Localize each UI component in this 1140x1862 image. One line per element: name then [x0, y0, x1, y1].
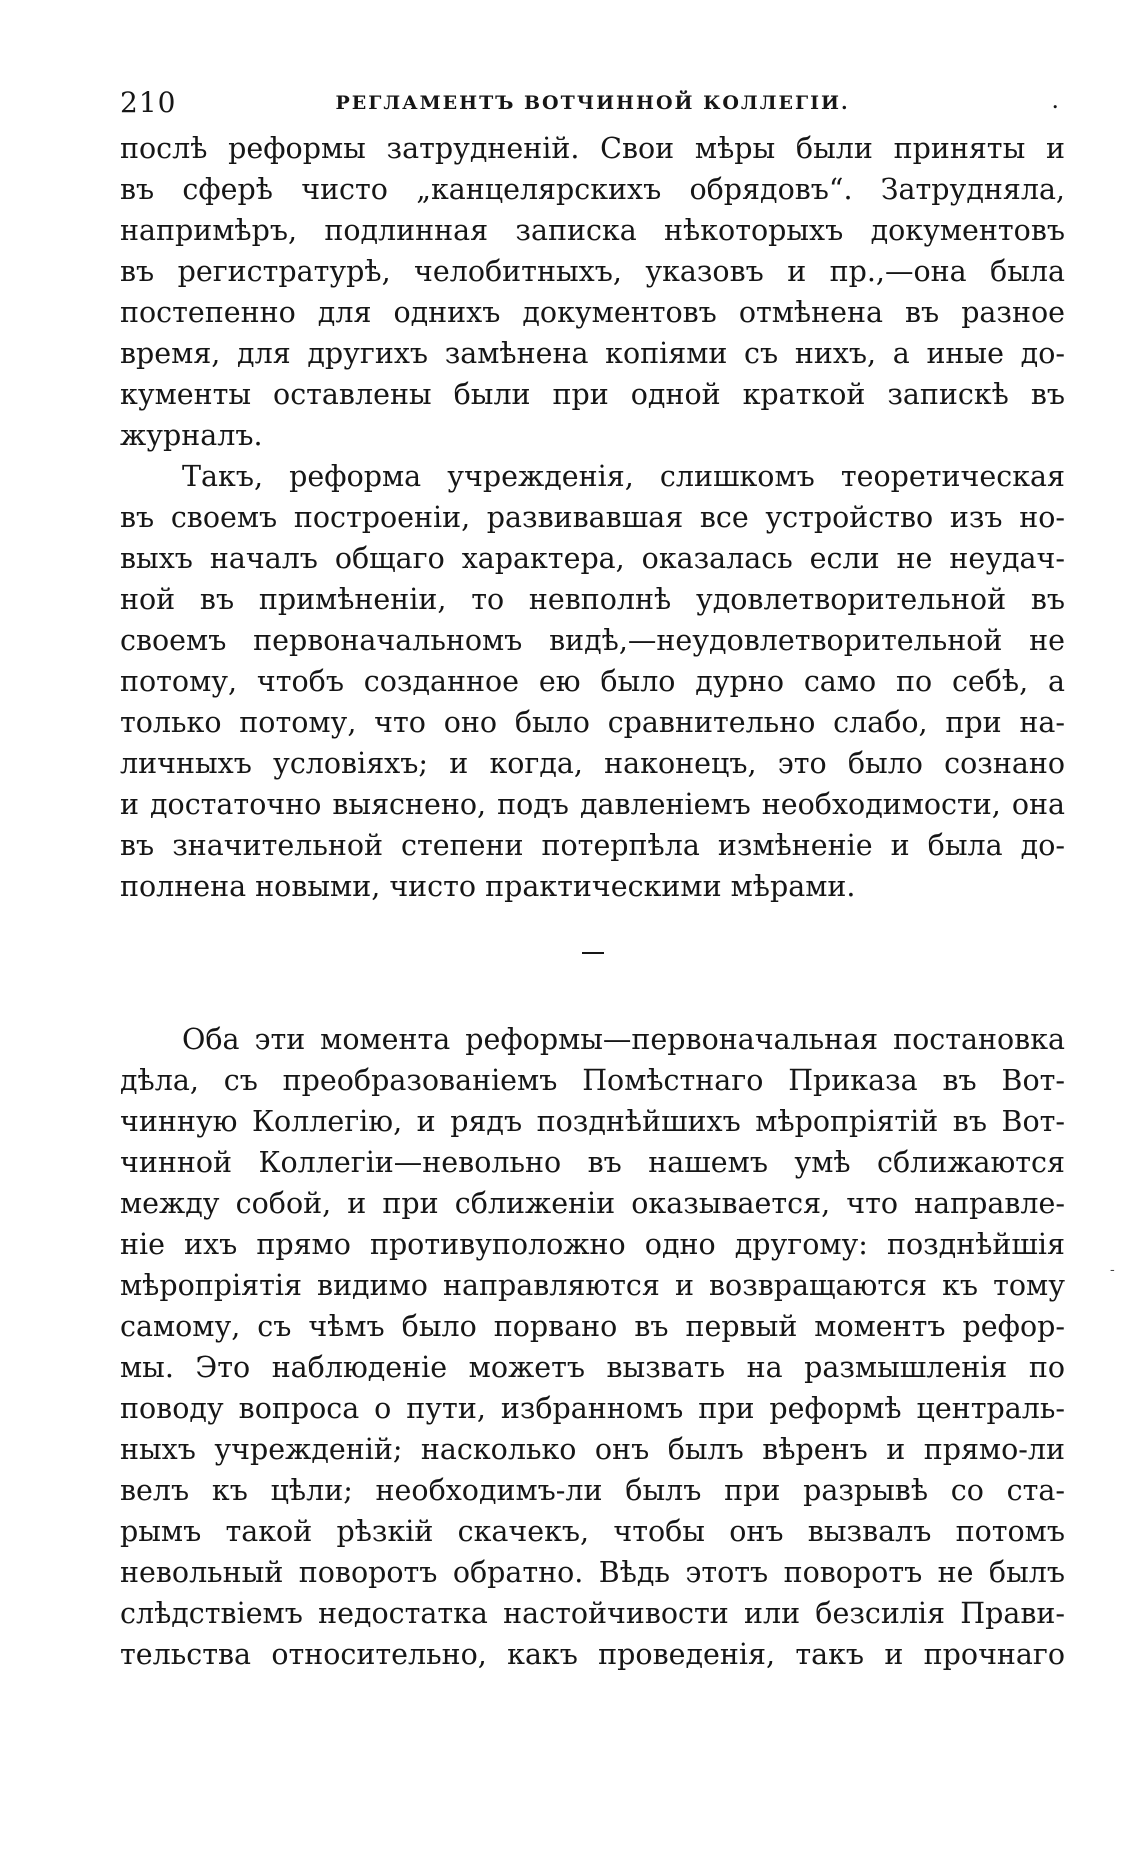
paragraph-1 — [120, 128, 1065, 456]
text-line: личныхъ условіяхъ; и когда, наконецъ, это было сознано — [120, 747, 1065, 780]
text-line: Такъ, реформа учрежденія, слишкомъ теоретическая — [182, 460, 1065, 493]
running-head — [120, 78, 1065, 128]
text-line: Оба эти момента реформы—первоначальная постановка — [182, 1023, 1065, 1056]
text-line: мѣропріятія видимо направляются и возвращаются къ тому — [120, 1269, 1065, 1302]
running-title: РЕГЛАМЕНТЪ ВОТЧИННОЙ КОЛЛЕГІИ. — [335, 92, 850, 114]
section-separator — [582, 952, 604, 954]
text-line: чинной Коллегіи—невольно въ нашемъ умѣ сближаются — [120, 1146, 1065, 1179]
text-line: въ сферѣ чисто „канцелярскихъ обрядовъ“. Затрудняла, — [120, 173, 1065, 206]
text-line: только потому, что оно было сравнительно слабо, при на- — [120, 706, 1065, 739]
text-line: ніе ихъ прямо противуположно одно другому: позднѣйшія — [120, 1228, 1065, 1261]
text-line: потому, чтобъ созданное ею было дурно само по себѣ, а — [120, 665, 1065, 698]
text-line: напримѣръ, подлинная записка нѣкоторыхъ документовъ — [120, 214, 1065, 247]
book-page — [120, 78, 1065, 1675]
text-line: и достаточно выяснено, подъ давленіемъ необходимости, она — [120, 788, 1065, 821]
paragraph-3 — [120, 1019, 1065, 1675]
text-line: поводу вопроса о пути, избранномъ при реформѣ централь- — [120, 1392, 1065, 1425]
text-line: кументы оставлены были при одной краткой запискѣ въ — [120, 378, 1065, 411]
margin-mark: - — [1110, 1262, 1115, 1278]
text-line: рымъ такой рѣзкій скачекъ, чтобы онъ вызвалъ потомъ — [120, 1515, 1065, 1548]
text-line: велъ къ цѣли; необходимъ-ли былъ при разрывѣ со ста- — [120, 1474, 1065, 1507]
text-line: послѣ реформы затрудненій. Свои мѣры были приняты и — [120, 132, 1065, 165]
running-head-dot: . — [1051, 86, 1059, 114]
text-line: самому, съ чѣмъ было порвано въ первый моментъ рефор- — [120, 1310, 1065, 1343]
text-line: невольный поворотъ обратно. Вѣдь этотъ поворотъ не былъ — [120, 1556, 1065, 1589]
text-line: полнена новыми, чисто практическими мѣрами. — [120, 870, 856, 903]
text-line: постепенно для однихъ документовъ отмѣнена въ разное — [120, 296, 1065, 329]
text-line: между собой, и при сближеніи оказывается, что направле- — [120, 1187, 1065, 1220]
text-line: въ регистратурѣ, челобитныхъ, указовъ и пр.,—она была — [120, 255, 1065, 288]
text-line: дѣла, съ преобразованіемъ Помѣстнаго Приказа въ Вот- — [120, 1064, 1065, 1097]
text-line: чинную Коллегію, и рядъ позднѣйшихъ мѣропріятій въ Вот- — [120, 1105, 1065, 1138]
text-line: слѣдствіемъ недостатка настойчивости или безсилія Прави- — [120, 1597, 1065, 1630]
text-line: время, для другихъ замѣнена копіями съ нихъ, а иные до- — [120, 337, 1065, 370]
text-line: выхъ началъ общаго характера, оказалась если не неудач- — [120, 542, 1065, 575]
text-line: ныхъ учрежденій; насколько онъ былъ вѣренъ и прямо-ли — [120, 1433, 1065, 1466]
page-number: 210 — [120, 86, 177, 119]
paragraph-2 — [120, 456, 1065, 907]
text-line: въ своемъ построеніи, развивавшая все устройство изъ но- — [120, 501, 1065, 534]
text-line: въ значительной степени потерпѣла измѣненіе и была до- — [120, 829, 1065, 862]
text-line: журналъ. — [120, 419, 263, 452]
text-line: тельства относительно, какъ проведенія, такъ и прочнаго — [120, 1638, 1065, 1671]
text-line: мы. Это наблюденіе можетъ вызвать на размышленія по — [120, 1351, 1065, 1384]
text-line: ной въ примѣненіи, то невполнѣ удовлетворительной въ — [120, 583, 1065, 616]
text-line: своемъ первоначальномъ видѣ,—неудовлетворительной не — [120, 624, 1065, 657]
